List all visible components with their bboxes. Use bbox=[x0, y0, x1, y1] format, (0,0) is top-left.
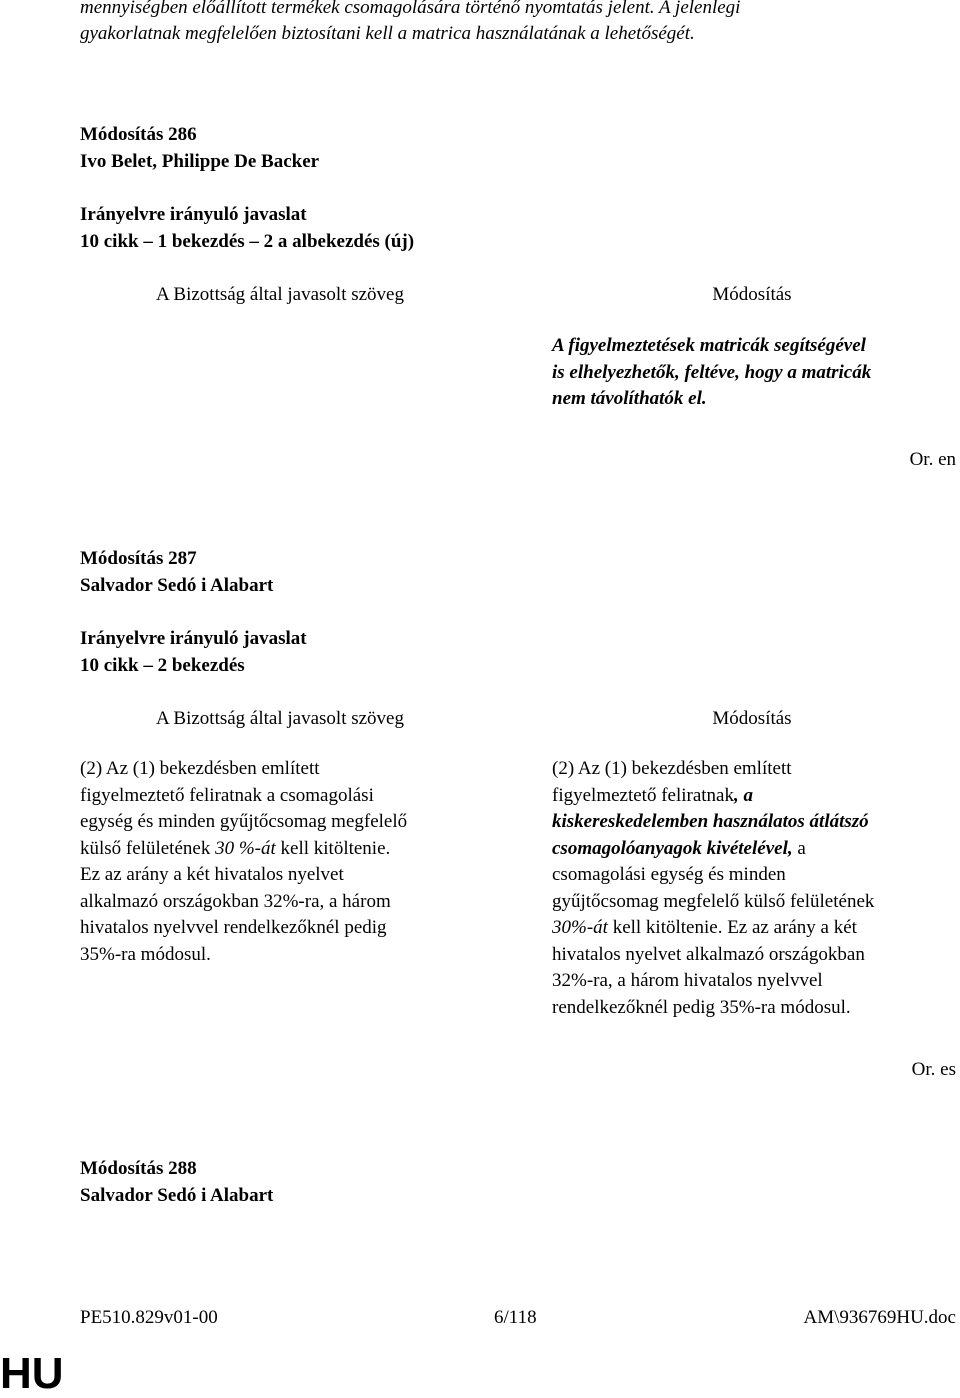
col-header-commission: A Bizottság által javasolt szöveg bbox=[155, 708, 404, 729]
text-line: (2) Az (1) bekezdésben említett bbox=[80, 758, 320, 779]
italic-run: 30%-át bbox=[552, 917, 608, 938]
text-line: egység és minden gyűjtőcsomag megfelelő bbox=[80, 811, 408, 832]
text-run: a bbox=[792, 837, 806, 859]
amendment-authors: Salvador Sedó i Alabart bbox=[80, 1185, 274, 1206]
amendment-title: Módosítás 286 bbox=[80, 124, 197, 145]
text-line: (2) Az (1) bekezdésben említett bbox=[552, 758, 792, 779]
text-line: gyűjtőcsomag megfelelő külső felületének bbox=[552, 890, 875, 912]
amendment-text bbox=[552, 756, 952, 1021]
col-header-amendment: Módosítás bbox=[712, 284, 792, 305]
text-run: kell kitöltenie. Ez az arány a két bbox=[607, 917, 857, 938]
italic-run: 30 %-át bbox=[215, 837, 276, 859]
proposal-label: Irányelvre irányuló javaslat bbox=[80, 204, 307, 225]
page-number: 6/118 bbox=[494, 1307, 537, 1328]
file-name: AM\936769HU.doc bbox=[803, 1307, 956, 1328]
text-line: hivatalos nyelvet alkalmazó országokban bbox=[552, 943, 865, 965]
col-header-amendment: Módosítás bbox=[712, 708, 792, 729]
amendment-authors: Ivo Belet, Philippe De Backer bbox=[80, 151, 320, 172]
article-reference: 10 cikk – 2 bekezdés bbox=[80, 655, 245, 676]
amendment-text bbox=[552, 333, 952, 413]
document-reference: PE510.829v01-00 bbox=[80, 1307, 218, 1328]
article-reference: 10 cikk – 1 bekezdés – 2 a albekezdés (új) bbox=[80, 231, 415, 252]
text-line: 35%-ra módosul. bbox=[80, 943, 211, 965]
text-line: hivatalos nyelvvel rendelkezőknél pedig bbox=[80, 917, 387, 938]
amendment-title: Módosítás 287 bbox=[80, 548, 197, 569]
text-run: kell kitöltenie. bbox=[275, 837, 391, 859]
language-code: HU bbox=[0, 1349, 64, 1398]
text-line: kiskereskedelemben használatos átlátszó bbox=[552, 811, 869, 832]
text-line bbox=[552, 783, 952, 810]
col-header-commission: A Bizottság által javasolt szöveg bbox=[155, 284, 404, 305]
original-language: Or. es bbox=[911, 1059, 956, 1080]
original-language: Or. en bbox=[909, 449, 956, 470]
text-line: csomagolási egység és minden bbox=[552, 864, 786, 885]
proposal-label: Irányelvre irányuló javaslat bbox=[80, 628, 307, 649]
continuation-line-1: mennyiségben előállított termékek csomagolására történő nyomtatás jelent. A jelenlegi bbox=[80, 0, 741, 18]
text-line: nem távolíthatók el. bbox=[552, 388, 707, 409]
text-line bbox=[552, 836, 952, 863]
amendment-title: Módosítás 288 bbox=[80, 1158, 197, 1179]
bold-italic-run: , a bbox=[734, 784, 753, 806]
commission-text bbox=[80, 756, 480, 968]
text-line: Ez az arány a két hivatalos nyelvet bbox=[80, 864, 344, 885]
text-run: figyelmeztető feliratnak bbox=[552, 784, 734, 806]
text-line: A figyelmeztetések matricák segítségével bbox=[552, 335, 866, 356]
text-line: rendelkezőknél pedig 35%-ra módosul. bbox=[552, 996, 851, 1018]
text-line: alkalmazó országokban 32%-ra, a három bbox=[80, 890, 391, 912]
text-line bbox=[552, 915, 952, 942]
continuation-line-2: gyakorlatnak megfelelően biztosítani kell a matrica használatának a lehetőségét. bbox=[80, 23, 695, 44]
text-line: is elhelyezhetők, feltéve, hogy a matricák bbox=[552, 361, 872, 383]
bold-italic-run: csomagolóanyagok kivételével, bbox=[552, 837, 793, 859]
text-run: külső felületének bbox=[80, 837, 216, 859]
text-line: figyelmeztető feliratnak a csomagolási bbox=[80, 784, 374, 806]
amendment-authors: Salvador Sedó i Alabart bbox=[80, 575, 274, 596]
text-line: 32%-ra, a három hivatalos nyelvvel bbox=[552, 970, 823, 991]
text-line bbox=[80, 836, 480, 863]
